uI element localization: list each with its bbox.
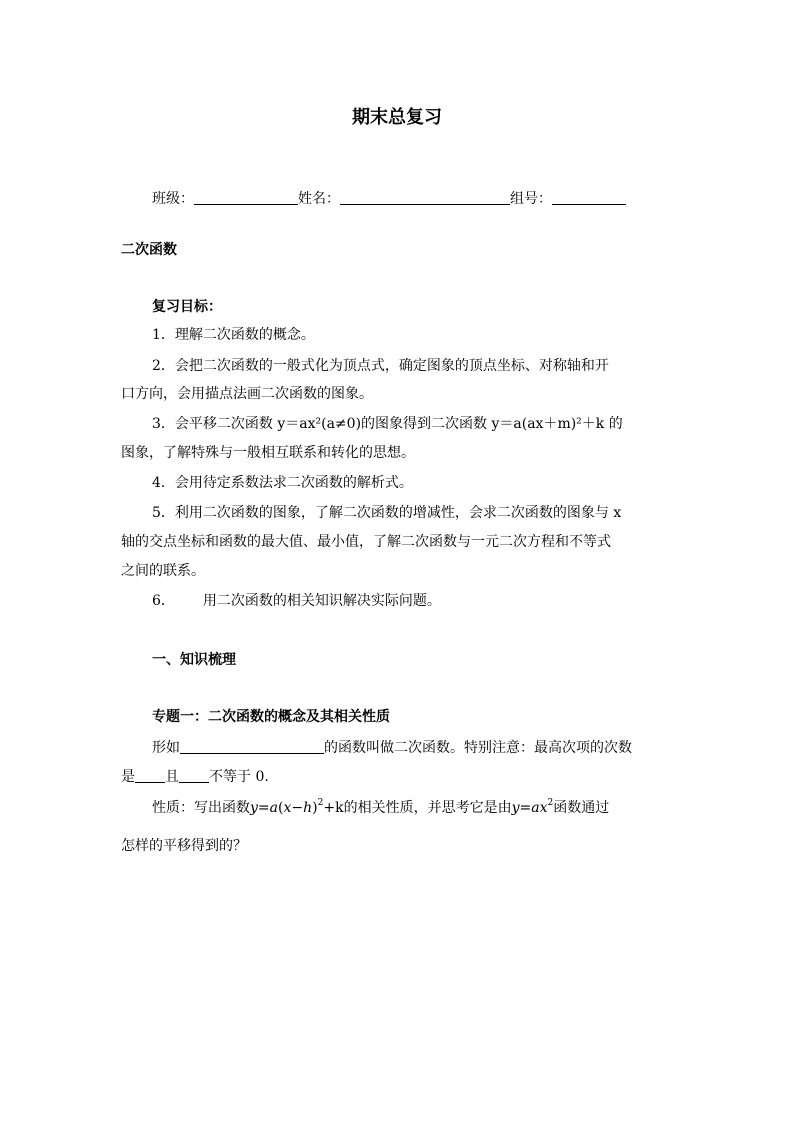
student-info-line	[152, 189, 626, 209]
goal-item-1: 1．理解二次函数的概念。	[152, 327, 315, 343]
goals-heading: 复习目标：	[152, 299, 222, 315]
goal-item-5-line-3: 之间的联系。	[121, 563, 205, 579]
section-heading: 二次函数	[121, 242, 177, 258]
goal-item-6	[152, 591, 441, 611]
goal-item-6-number: 6．	[152, 593, 175, 609]
page-title: 期末总复习	[352, 107, 442, 128]
vertex-form-formula: $y=a(x-h)^2+k$	[250, 798, 344, 816]
condition-text-a: 是	[121, 769, 135, 785]
goal-item-3-line-2: 图象，了解特殊与一般相互联系和转化的思想。	[121, 445, 415, 461]
part1-heading: 一、知识梳理	[152, 652, 236, 668]
goal-item-2-line-2: 口方向，会用描点法画二次函数的图象。	[121, 386, 373, 402]
goal-item-5-line-2: 轴的交点坐标和函数的最大值、最小值，了解二次函数与一元二次方程和不等式	[121, 534, 611, 550]
condition-text-b: 且	[165, 769, 179, 785]
property-middle: 的相关性质，并思考它是由	[343, 800, 512, 816]
goal-item-4: 4．会用待定系数法求二次函数的解析式。	[152, 475, 413, 491]
definition-prefix: 形如	[152, 740, 180, 756]
class-label: 班级：	[152, 191, 194, 207]
property-line-2: 怎样的平移得到的？	[121, 838, 247, 854]
condition-blank-2[interactable]	[179, 768, 209, 783]
definition-blank[interactable]	[180, 739, 324, 754]
property-prefix: 性质：写出函数	[152, 800, 250, 816]
name-blank[interactable]	[340, 190, 510, 205]
group-blank[interactable]	[552, 190, 626, 205]
topic1-heading: 专题一：二次函数的概念及其相关性质	[152, 709, 390, 725]
property-suffix: 函数通过	[553, 800, 610, 816]
class-blank[interactable]	[194, 190, 298, 205]
condition-blank-1[interactable]	[135, 768, 165, 783]
goal-item-3-line-1: 3．会平移二次函数 y＝ax²(a≠0)的图象得到二次函数 y＝a(ax＋m)²＋k 的	[152, 416, 623, 432]
basic-form-formula: $y=ax^2$	[511, 798, 554, 816]
condition-text-c: 不等于 0.	[209, 769, 269, 785]
property-line	[152, 798, 609, 818]
goal-item-5-line-1: 5．利用二次函数的图象，了解二次函数的增减性，会求二次函数的图象与 x	[152, 505, 622, 521]
definition-line	[152, 738, 632, 758]
condition-line	[121, 767, 269, 787]
goal-item-6-text: 用二次函数的相关知识解决实际问题。	[202, 593, 441, 609]
goal-item-2-line-1: 2．会把二次函数的一般式化为顶点式，确定图象的顶点坐标、对称轴和开	[152, 358, 609, 374]
definition-suffix: 的函数叫做二次函数。特别注意：最高次项的次数	[324, 740, 632, 756]
name-label: 姓名：	[298, 191, 340, 207]
group-label: 组号：	[510, 191, 552, 207]
